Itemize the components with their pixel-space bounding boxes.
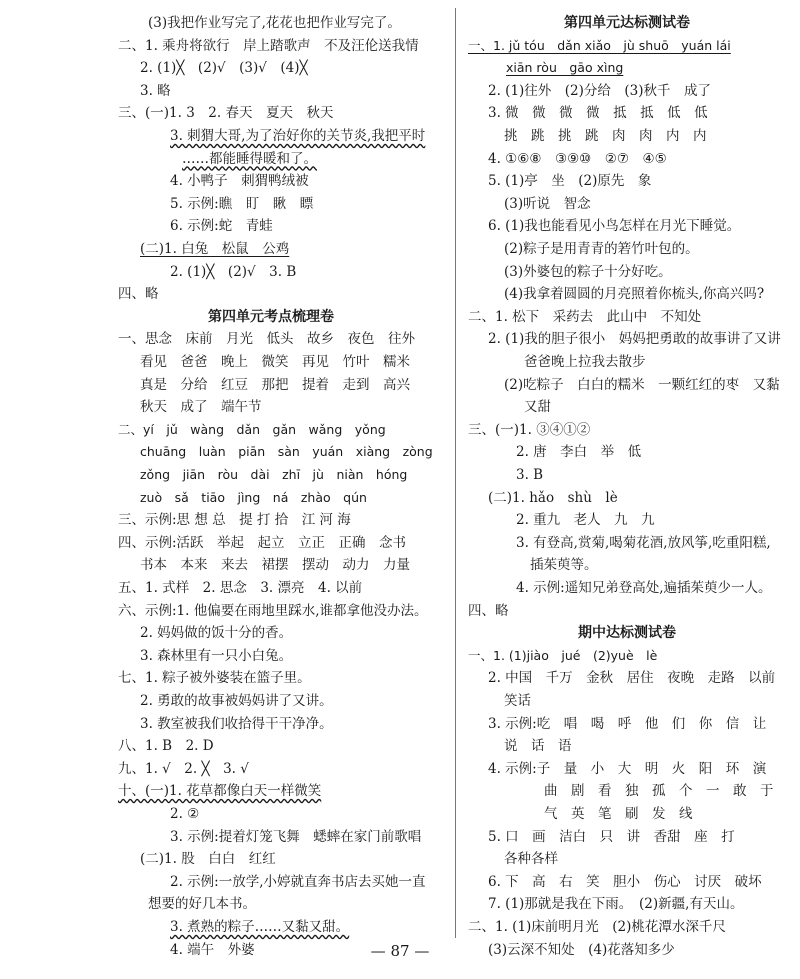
answer-line: 3. 微 微 微 微 抵 抵 低 低 bbox=[488, 105, 708, 122]
answer-line: 各种各样 bbox=[504, 851, 558, 868]
answer-line: 4. ①⑥⑧ ③⑨⑩ ②⑦ ④⑤ bbox=[488, 150, 667, 167]
answer-line: 3. 煮熟的粽子……又黏又甜。 bbox=[170, 919, 350, 935]
answer-line: ……都能睡得暖和了。 bbox=[182, 150, 317, 167]
answer-line: 四、示例:活跃 举起 起立 立正 正确 念书 bbox=[118, 534, 407, 551]
section-title: 期中达标测试卷 bbox=[578, 625, 676, 642]
pinyin-line: 一、1. (1)jiào jué (2)yuè lè bbox=[468, 647, 658, 663]
answer-line: 2. 妈妈做的饭十分的香。 bbox=[140, 625, 293, 642]
pinyin-line: xiān ròu gāo xìng bbox=[506, 60, 624, 76]
pinyin-line: chuāng luàn piān sàn yuán xiàng zòng bbox=[140, 444, 433, 460]
answer-line: (二)1. hǎo shù lè bbox=[488, 489, 618, 506]
answer-line: 2. 中国 千万 金秋 居住 夜晚 走路 以前 bbox=[488, 670, 776, 687]
answer-line: 真是 分给 红豆 那把 提着 走到 高兴 bbox=[140, 376, 410, 393]
column-divider bbox=[455, 8, 456, 938]
answer-line: 3. B bbox=[516, 467, 544, 483]
answer-line: 七、1. 粽子被外婆装在篮子里。 bbox=[118, 670, 311, 687]
answer-line: 2. 重九 老人 九 九 bbox=[516, 512, 655, 529]
answer-line: 四、略 bbox=[468, 602, 509, 619]
answer-line: 十、(一)1. 花草都像白天一样微笑 bbox=[118, 783, 322, 800]
answer-line: 一、思念 床前 月光 低头 故乡 夜色 往外 bbox=[118, 331, 415, 348]
answer-line: 3. 教室被我们收拾得干干净净。 bbox=[140, 715, 333, 732]
answer-line: 曲 剧 看 独 孤 个 一 敢 于 bbox=[544, 783, 774, 800]
answer-line: 二、1. 松下 采药去 此山中 不知处 bbox=[468, 308, 702, 325]
pinyin-line: 一、1. jǔ tóu dǎn xiǎo jù shuō yuán lái bbox=[468, 37, 731, 53]
answer-line: 3. 有登高,赏菊,喝菊花酒,放风筝,吃重阳糕, bbox=[516, 534, 771, 551]
answer-line: 4. 小鸭子 刺猬鸭绒被 bbox=[170, 173, 309, 190]
answer-line: 3. 森林里有一只小白兔。 bbox=[140, 647, 293, 664]
answer-line: 三、示例:思 想 总 提 打 拾 江 河 海 bbox=[118, 512, 351, 529]
answer-line: 挑 跳 挑 跳 肉 肉 内 内 bbox=[504, 128, 707, 144]
answer-line: 二、1. 乘舟将欲行 岸上踏歌声 不及汪伦送我情 bbox=[118, 37, 419, 54]
answer-line: 2. (1)╳ (2)√ 3. B bbox=[170, 263, 297, 280]
answer-line: 气 英 笔 刷 发 线 bbox=[544, 806, 693, 822]
pinyin-line: 二、yí jǔ wàng dǎn gǎn wǎng yǒng bbox=[118, 421, 386, 437]
pinyin-line: zǒng jiān ròu dài zhī jù niàn hóng bbox=[140, 467, 408, 482]
answer-line: 3. 刺猬大哥,为了治好你的关节炎,我把平时 bbox=[170, 128, 426, 144]
page-number: — 87 — bbox=[370, 942, 430, 960]
answer-line: (3)云深不知处 (4)花落知多少 bbox=[488, 941, 675, 958]
answer-line: 三、(一)1. 3 2. 春天 夏天 秋天 bbox=[118, 105, 334, 122]
answer-line: (二)1. 白兔 松鼠 公鸡 bbox=[140, 241, 290, 257]
answer-line: 六、示例:1. 他偏要在雨地里踩水,谁都拿他没办法。 bbox=[118, 602, 428, 619]
answer-line: (4)我拿着圆圆的月亮照着你梳头,你高兴吗? bbox=[504, 286, 765, 303]
answer-line: (3)我把作业写完了,花花也把作业写完了。 bbox=[148, 15, 401, 31]
answer-line: 八、1. B 2. D bbox=[118, 738, 214, 755]
answer-line: (2)吃粽子 白白的糯米 一颗红红的枣 又黏 bbox=[504, 376, 780, 393]
answer-line: 2. (1)往外 (2)分给 (3)秋千 成了 bbox=[488, 82, 712, 99]
answer-line: (3)外婆包的粽子十分好吃。 bbox=[504, 263, 672, 280]
answer-line: 2. 唐 李白 举 低 bbox=[516, 444, 642, 461]
answer-line: 3. 示例:吃 唱 喝 呼 他 们 你 信 让 bbox=[488, 715, 767, 732]
answer-line: 秋天 成了 端午节 bbox=[140, 399, 262, 416]
answer-line: 2. 勇敢的故事被妈妈讲了又讲。 bbox=[140, 693, 333, 709]
answer-line: 2. (1)╳ (2)√ (3)√ (4)╳ bbox=[140, 60, 308, 77]
answer-line: 想要的好几本书。 bbox=[148, 896, 256, 913]
answer-line: 4. 端午 外婆 bbox=[170, 941, 255, 958]
answer-line: 5. 口 画 洁白 只 讲 香甜 座 打 bbox=[488, 828, 735, 845]
answer-line: 4. 示例:子 量 小 大 明 火 阳 环 演 bbox=[488, 760, 767, 777]
answer-line: 五、1. 式样 2. 思念 3. 漂亮 4. 以前 bbox=[118, 580, 363, 596]
answer-line: 4. 示例:遥知兄弟登高处,遍插茱萸少一人。 bbox=[516, 580, 772, 596]
answer-line: 说 话 语 bbox=[504, 738, 572, 755]
answer-line: 6. 下 高 右 笑 胆小 伤心 讨厌 破坏 bbox=[488, 873, 762, 890]
answer-line: 四、略 bbox=[118, 286, 159, 303]
answer-line: 三、(一)1. ③④①② bbox=[468, 421, 591, 438]
answer-line: 2. (1)我的胆子很小 妈妈把勇敢的故事讲了又讲 bbox=[488, 331, 781, 348]
answer-line: (2)粽子是用青青的箬竹叶包的。 bbox=[504, 241, 699, 257]
answer-line: (二)1. 股 白白 红红 bbox=[140, 851, 276, 868]
answer-line: 爸爸晚上拉我去散步 bbox=[524, 354, 646, 370]
answer-line: 3. 略 bbox=[140, 82, 171, 99]
answer-line: 插茱萸等。 bbox=[530, 557, 598, 574]
answer-line: 2. 示例:一放学,小婷就直奔书店去买她一直 bbox=[170, 873, 426, 890]
answer-line: 书本 本来 来去 裙摆 摆动 动力 力量 bbox=[140, 557, 410, 574]
answer-line: (3)听说 智念 bbox=[504, 195, 591, 212]
answer-line: 6. (1)我也能看见小鸟怎样在月光下睡觉。 bbox=[488, 218, 741, 235]
answer-line: 7. (1)那就是我在下雨。 (2)新疆,有天山。 bbox=[488, 896, 744, 913]
pinyin-line: zuò sǎ tiāo jìng ná zhào qún bbox=[140, 489, 367, 505]
section-title: 第四单元达标测试卷 bbox=[564, 15, 690, 31]
answer-line: 看见 爸爸 晚上 微笑 再见 竹叶 糯米 bbox=[140, 354, 410, 370]
section-title: 第四单元考点梳理卷 bbox=[208, 308, 334, 325]
answer-line: 3. 示例:提着灯笼飞舞 蟋蟀在家门前歌唱 bbox=[170, 828, 422, 845]
answer-line: 6. 示例:蛇 青蛙 bbox=[170, 218, 273, 235]
answer-line: 二、1. (1)床前明月光 (2)桃花潭水深千尺 bbox=[468, 919, 726, 935]
answer-line: 2. ② bbox=[170, 806, 200, 822]
answer-line: 又甜 bbox=[524, 399, 551, 416]
answer-line: 5. (1)亭 坐 (2)原先 象 bbox=[488, 173, 652, 190]
answer-line: 笑话 bbox=[504, 693, 531, 709]
answer-line: 九、1. √ 2. ╳ 3. √ bbox=[118, 760, 249, 777]
answer-line: 5. 示例:瞧 盯 瞅 瞟 bbox=[170, 195, 314, 212]
